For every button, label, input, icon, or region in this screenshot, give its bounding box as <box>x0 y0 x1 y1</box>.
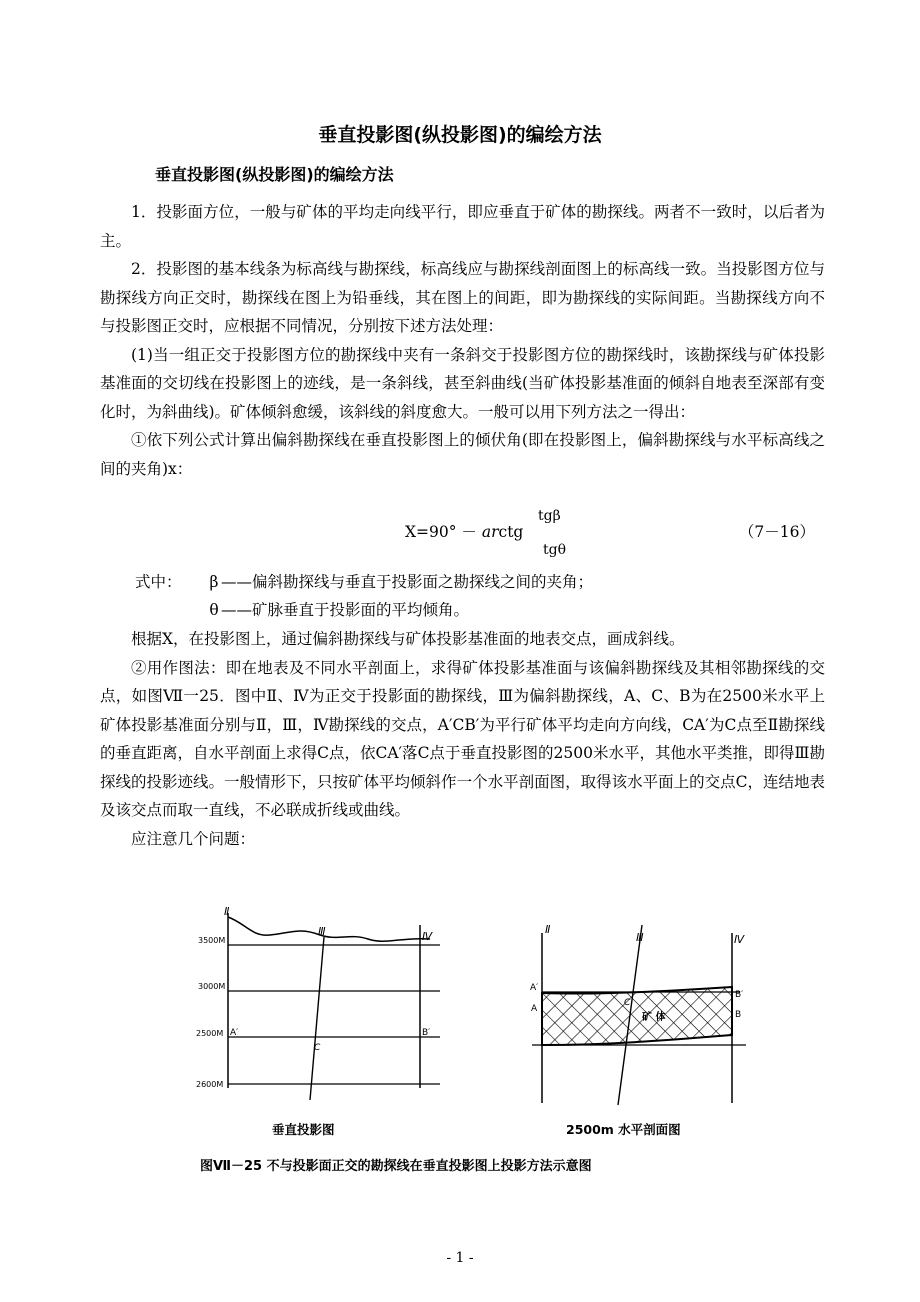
legend-text: ——偏斜勘探线与垂直于投影面之勘探线之间的夹角； <box>221 573 594 591</box>
figure-svg <box>190 895 770 1185</box>
paragraph: ②用作图法：即在地表及不同水平剖面上，求得矿体投影基准面与该偏斜勘探线及其相邻勘探线的交点，如图Ⅶ一25．图中Ⅱ、Ⅳ为正交于投影面的勘探线，Ⅲ为偏斜勘探线，A、C、B为在2500米水平上矿体投影基准面分别与Ⅱ，Ⅲ，Ⅳ勘探线的交点，A′CB′为平行矿体平均走向方向线，CA′为C点至Ⅱ勘探线的垂直距离，自水平剖面上求得C点，依CA′落C点于垂直投影图的2500米水平，其他水平类推，即得Ⅲ勘探线的投影迹线。一般情形下，只按矿体平均倾斜作一个水平剖面图，取得该水平面上的交点C，连结地表及该交点而取一直线，不必联成折线或曲线。 <box>100 658 825 819</box>
page-subtitle: 垂直投影图(纵投影图)的编绘方法 <box>155 165 394 184</box>
vertical-projection-diagram <box>196 905 440 1137</box>
paragraph: ①依下列公式计算出偏斜勘探线在垂直投影图上的倾伏角(即在投影图上，偏斜勘探线与水平标高线之间的夹角)x： <box>100 431 825 478</box>
ground-surface-line <box>228 917 430 941</box>
page-title: 垂直投影图(纵投影图)的编绘方法 <box>318 124 602 146</box>
figure-caption-right: 2500m 水平剖面图 <box>566 1122 681 1137</box>
paragraph: 应注意几个问题： <box>131 829 256 848</box>
level-label: 3000M <box>198 982 226 991</box>
point-label: B′ <box>422 1028 431 1038</box>
paragraph: 2．投影图的基本线条为标高线与勘探线，标高线应与勘探线剖面图上的标高线一致。当投影图方位与勘探线方向正交时，勘探线在图上为铅垂线，其在图上的间距，即为勘探线的实际间距。当勘探线方向不与投影图正交时，应根据不同情况，分别按下述方法处理： <box>100 260 825 335</box>
point-label: A <box>531 1004 538 1014</box>
formula-numerator: tgβ <box>538 508 561 524</box>
paragraph: 根据X，在投影图上，通过偏斜勘探线与矿体投影基准面的地表交点，画成斜线。 <box>131 630 685 648</box>
formula <box>100 508 825 564</box>
legend-symbol: β <box>209 573 219 591</box>
line-label: Ⅱ <box>545 923 551 936</box>
paragraph: 1．投影面方位，一般与矿体的平均走向线平行，即应垂直于矿体的勘探线。两者不一致时，以后者为主。 <box>100 203 825 250</box>
figure <box>190 895 770 1185</box>
formula-legend <box>135 568 593 624</box>
point-label: A′ <box>530 983 539 993</box>
point-label: C <box>314 1043 321 1053</box>
formula-number: （7－16） <box>738 523 815 541</box>
level-label: 3500M <box>198 936 226 945</box>
line-label: Ⅳ <box>734 933 745 946</box>
ore-body-label: 矿 体 <box>642 1012 666 1023</box>
point-label: C <box>624 998 631 1008</box>
level-label: 2600M <box>196 1080 224 1089</box>
horizontal-section-diagram <box>530 923 746 1137</box>
legend-text: ——矿脉垂直于投影面的平均倾角。 <box>221 601 470 619</box>
point-label: B <box>735 1010 742 1020</box>
point-label: B′ <box>735 990 744 1000</box>
figure-caption: 图Ⅶ－25 不与投影面正交的勘探线在垂直投影图上投影方法示意图 <box>200 1159 592 1174</box>
level-label: 2500M <box>196 1029 224 1038</box>
body-text <box>100 198 825 483</box>
legend-symbol: θ <box>209 601 219 619</box>
formula-expression: X=90° － arctg <box>405 523 524 541</box>
page-number: - 1 - <box>446 1250 474 1266</box>
exploration-line-iii <box>310 937 324 1100</box>
legend-label: 式中： <box>135 573 182 591</box>
point-label: A′ <box>230 1028 239 1038</box>
body-text-continued <box>100 625 825 853</box>
formula-denominator: tgθ <box>543 542 567 558</box>
line-label: Ⅲ <box>318 925 326 938</box>
ore-body <box>542 987 732 1045</box>
line-label: Ⅱ <box>224 905 230 918</box>
line-label: Ⅳ <box>422 930 433 943</box>
figure-caption-left: 垂直投影图 <box>272 1122 335 1137</box>
line-label: Ⅲ <box>636 931 644 944</box>
paragraph: (1)当一组正交于投影图方位的勘探线中夹有一条斜交于投影图方位的勘探线时，该勘探线与矿体投影基准面的交切线在投影图上的迹线，是一条斜线，甚至斜曲线(当矿体投影基准面的倾斜自地表至深部有变化时，为斜曲线)。矿体倾斜愈缓，该斜线的斜度愈大。一般可以用下列方法之一得出： <box>100 345 825 421</box>
